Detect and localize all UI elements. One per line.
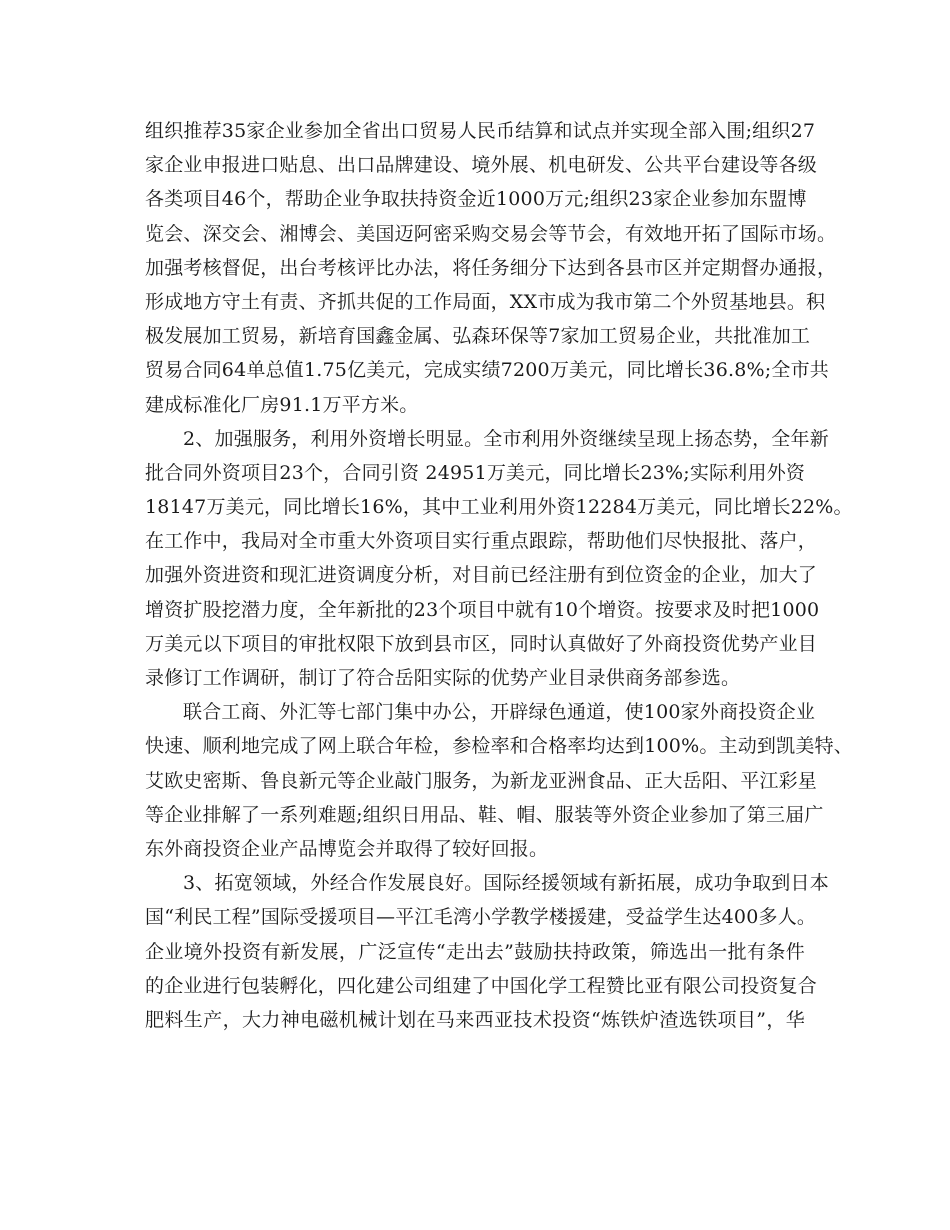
text-line: 组织推荐35家企业参加全省出口贸易人民币结算和试点并实现全部入围;组织27 [145, 120, 816, 142]
text-line: 的企业进行包装孵化，四化建公司组建了中国化学工程赞比亚有限公司投资复合 [145, 974, 818, 997]
text-line: 加强考核督促，出台考核评比办法，将任务细分下达到各县市区并定期督办通报， [145, 256, 837, 279]
text-line: 肥料生产，大力神电磁机械计划在马来西亚技术投资“炼铁炉渣选铁项目”，华 [145, 1008, 805, 1031]
text-line: 2、加强服务，利用外资增长明显。全市利用外资继续呈现上扬态势，全年新 [183, 427, 829, 450]
text-line: 加强外资进资和现汇进资调度分析，对目前已经注册有到位资金的企业，加大了 [145, 564, 818, 587]
text-line: 国“利民工程”国际受援项目—平江毛湾小学教学楼援建，受益学生达400多人。 [145, 906, 817, 929]
text-line: 批合同外资项目23个，合同引资 24951万美元，同比增长23%;实际利用外资 [145, 461, 806, 484]
text-line: 建成标准化厂房91.1万平方米。 [145, 393, 419, 416]
text-line: 各类项目46个，帮助企业争取扶持资金近1000万元;组织23家企业参加东盟博 [145, 188, 807, 211]
text-line: 3、拓宽领域，外经合作发展良好。国际经援领域有新拓展，成功争取到日本 [183, 872, 829, 895]
text-line: 企业境外投资有新发展，广泛宣传“走出去”鼓励扶持政策，筛选出一批有条件 [145, 940, 805, 963]
document-body [145, 114, 853, 1037]
text-line: 增资扩股挖潜力度，全年新批的23个项目中就有10个增资。按要求及时把1000 [145, 598, 820, 621]
text-line: 艾欧史密斯、鲁良新元等企业敲门服务，为新龙亚洲食品、正大岳阳、平江彩星 [145, 769, 818, 792]
text-line: 家企业申报进口贴息、出口品牌建设、境外展、机电研发、公共平台建设等各级 [145, 154, 818, 177]
text-line: 东外商投资企业产品博览会并取得了较好回报。 [145, 837, 549, 860]
text-line: 18147万美元，同比增长16%，其中工业利用外资12284万美元，同比增长22%。 [145, 496, 853, 519]
text-line: 联合工商、外汇等七部门集中办公，开辟绿色通道，使100家外商投资企业 [183, 701, 816, 724]
text-line: 等企业排解了一系列难题;组织日用品、鞋、帽、服装等外资企业参加了第三届广 [145, 803, 824, 826]
text-line: 录修订工作调研，制订了符合岳阳实际的优势产业目录供商务部参选。 [145, 667, 741, 689]
text-line: 万美元以下项目的审批权限下放到县市区，同时认真做好了外商投资优势产业目 [145, 632, 818, 655]
text-line: 快速、顺利地完成了网上联合年检，参检率和合格率均达到100%。主动到凯美特、 [145, 735, 853, 758]
text-line: 在工作中，我局对全市重大外资项目实行重点跟踪，帮助他们尽快报批、落户， [145, 530, 818, 553]
text-line: 贸易合同64单总值1.75亿美元，完成实绩7200万美元，同比增长36.8%;全市共 [145, 359, 829, 382]
text-line: 形成地方守土有责、齐抓共促的工作局面，XX市成为我市第二个外贸基地县。积 [145, 290, 826, 313]
text-line: 极发展加工贸易，新培育国鑫金属、弘森环保等7家加工贸易企业，共批准加工 [145, 325, 811, 348]
text-line: 览会、深交会、湘博会、美国迈阿密采购交易会等节会，有效地开拓了国际市场。 [145, 222, 837, 245]
